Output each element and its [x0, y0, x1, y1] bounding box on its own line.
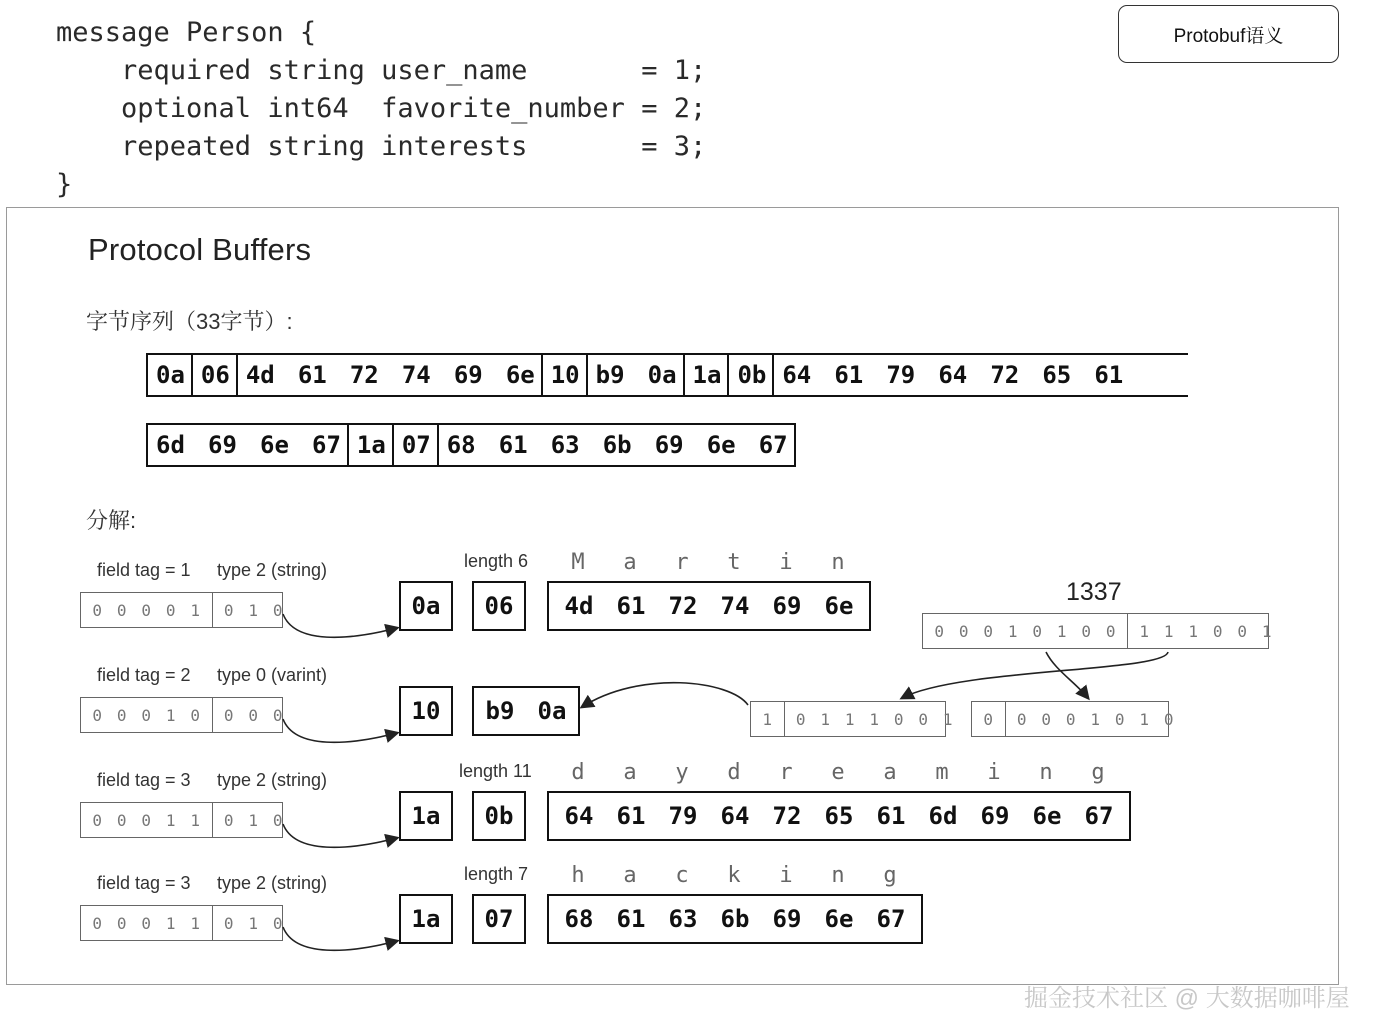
byte-value: 67	[758, 431, 788, 459]
byte-sequence-row	[146, 423, 796, 467]
decoded-char: m	[935, 760, 949, 785]
value-byte: 61	[616, 592, 646, 620]
bit-value: 0	[141, 810, 152, 830]
byte-group	[148, 425, 349, 465]
field-tag-label: field tag = 1	[97, 560, 191, 580]
wire-type-label: type 0 (varint)	[217, 665, 328, 685]
tag-byte: 0a	[411, 592, 441, 620]
bit-value: 0	[1041, 709, 1052, 729]
value-byte: 6e	[824, 905, 854, 933]
byte-value: 0a	[647, 361, 677, 389]
value-byte: 6d	[928, 802, 958, 830]
wire-type-label: type 2 (string)	[217, 873, 328, 893]
byte-value: 64	[938, 361, 968, 389]
bit-value: 0	[983, 709, 994, 729]
decoded-char: i	[779, 863, 793, 888]
byte-value: 72	[990, 361, 1020, 389]
bit-value: 1	[1090, 709, 1101, 729]
varint-value: 1337	[1066, 578, 1122, 606]
decoded-char: n	[1039, 760, 1053, 785]
length-byte-box	[472, 581, 526, 631]
byte-group	[148, 355, 193, 395]
byte-value: 0b	[737, 361, 767, 389]
decoded-char: c	[675, 863, 689, 888]
value-byte: b9	[485, 697, 515, 725]
tag-byte: 1a	[411, 905, 441, 933]
tag-byte-box	[399, 581, 453, 631]
bit-value: 0	[116, 810, 127, 830]
byte-value: 61	[1094, 361, 1124, 389]
bit-value: 0	[1105, 621, 1116, 641]
bit-value: 0	[190, 705, 201, 725]
decoded-chars	[552, 760, 1124, 785]
bit-value: 0	[983, 621, 994, 641]
length-label: length 7	[464, 864, 529, 884]
bit-group	[212, 698, 295, 732]
byte-value: 10	[550, 361, 580, 389]
bit-value: 0	[893, 709, 904, 729]
bit-value: 0	[272, 913, 283, 933]
byte-value: 6e	[505, 361, 535, 389]
value-bytes-box	[547, 581, 871, 631]
byte-group	[774, 355, 1129, 395]
value-byte: 4d	[564, 592, 594, 620]
value-byte: 64	[720, 802, 750, 830]
byte-sequence-row	[146, 353, 1188, 397]
decoded-char: t	[727, 550, 741, 575]
bit-value: 1	[1056, 621, 1067, 641]
bit-value: 0	[272, 705, 283, 725]
byte-value: 68	[446, 431, 476, 459]
bit-group	[1005, 702, 1186, 736]
byte-value: 69	[453, 361, 483, 389]
byte-value: b9	[595, 361, 625, 389]
bit-value: 0	[1016, 709, 1027, 729]
field-tag-label: field tag = 2	[97, 665, 191, 685]
decoded-char: d	[727, 760, 741, 785]
length-byte: 07	[484, 905, 514, 933]
value-bytes-box	[547, 894, 923, 944]
bit-group	[751, 702, 784, 736]
bit-value: 0	[141, 705, 152, 725]
byte-value: 6e	[260, 431, 289, 459]
bit-group	[81, 698, 212, 732]
value-byte: 72	[668, 592, 698, 620]
value-byte: 6e	[1032, 802, 1062, 830]
decoded-char: r	[779, 760, 793, 785]
byte-group	[193, 355, 238, 395]
decoded-char: r	[675, 550, 689, 575]
byte-value: 0a	[156, 361, 185, 389]
bit-group	[784, 702, 965, 736]
bit-value: 1	[190, 913, 201, 933]
byte-value: 07	[401, 431, 431, 459]
bit-value: 0	[92, 600, 103, 620]
value-byte: 63	[668, 905, 698, 933]
bit-value: 0	[223, 810, 234, 830]
bit-value: 0	[934, 621, 945, 641]
schema-line: required string user_name = 1;	[56, 55, 707, 86]
bit-value: 0	[272, 600, 283, 620]
decoded-char: M	[571, 550, 585, 575]
bit-value: 0	[223, 913, 234, 933]
byte-value: 06	[200, 361, 230, 389]
byte-value: 61	[498, 431, 528, 459]
byte-group	[729, 355, 774, 395]
bit-value: 0	[958, 621, 969, 641]
byte-group	[439, 425, 796, 465]
bit-value: 0	[116, 913, 127, 933]
field-tag-label: field tag = 3	[97, 873, 191, 893]
varint-binary-box	[922, 613, 1272, 649]
bit-group	[81, 906, 212, 940]
panel-title: Protocol Buffers	[88, 232, 312, 267]
byte-value: 63	[550, 431, 580, 459]
decoded-char: y	[675, 760, 689, 785]
decoded-char: g	[883, 863, 897, 888]
bit-value: 1	[869, 709, 880, 729]
tag-byte: 1a	[411, 802, 441, 830]
tag-bits-box	[80, 592, 283, 628]
protobuf-semantics-button[interactable]: Protobuf语义	[1118, 5, 1339, 63]
byte-value: 61	[297, 361, 327, 389]
bit-value: 1	[165, 810, 176, 830]
value-byte: 74	[720, 592, 750, 620]
value-byte: 0a	[537, 697, 567, 725]
length-byte-box	[472, 894, 526, 944]
tag-byte-box	[399, 791, 453, 841]
bit-group	[212, 593, 295, 627]
schema-code	[56, 14, 706, 204]
field-tag-label: field tag = 3	[97, 770, 191, 790]
bit-value: 0	[918, 709, 929, 729]
value-byte: 69	[772, 592, 802, 620]
bit-value: 0	[1032, 621, 1043, 641]
value-byte: 64	[564, 802, 594, 830]
byte-group	[349, 425, 394, 465]
bit-value: 0	[272, 810, 283, 830]
byte-group	[394, 425, 439, 465]
byte-value: 61	[834, 361, 864, 389]
bit-value: 0	[1237, 621, 1248, 641]
decoded-char: e	[831, 760, 845, 785]
tag-byte: 10	[411, 697, 441, 725]
bit-value: 1	[190, 810, 201, 830]
bit-value: 1	[820, 709, 831, 729]
bit-value: 0	[1081, 621, 1092, 641]
tag-bits-box	[80, 905, 283, 941]
decoded-char: i	[779, 550, 793, 575]
bit-value: 1	[1261, 621, 1272, 641]
decoded-char: k	[727, 863, 741, 888]
decoded-char: n	[831, 550, 845, 575]
byte-value: 6e	[706, 431, 736, 459]
value-byte: 61	[876, 802, 906, 830]
byte-value: 65	[1042, 361, 1072, 389]
bit-value: 0	[1163, 709, 1174, 729]
decoded-char: a	[623, 863, 637, 888]
bit-value: 0	[248, 705, 259, 725]
tag-bits-box	[80, 697, 283, 733]
varint-byte2-box	[971, 701, 1174, 737]
byte-value: 6d	[156, 431, 185, 459]
bit-value: 0	[116, 705, 127, 725]
decoded-char: i	[987, 760, 1001, 785]
tag-byte-box	[399, 686, 453, 736]
byte-value: 69	[654, 431, 684, 459]
byte-value: 69	[208, 431, 237, 459]
bit-value: 0	[223, 705, 234, 725]
byte-value: 6b	[602, 431, 632, 459]
varint-byte1-box	[750, 701, 953, 737]
bit-group	[81, 593, 212, 627]
byte-sequence-label: 字节序列（33字节）:	[86, 309, 293, 334]
length-label: length 6	[464, 551, 529, 571]
value-byte: 61	[616, 802, 646, 830]
value-byte: 67	[876, 905, 906, 933]
bit-value: 1	[190, 600, 201, 620]
byte-value: 64	[782, 361, 812, 389]
wire-type-label: type 2 (string)	[217, 560, 328, 580]
bit-value: 0	[92, 913, 103, 933]
bit-value: 0	[141, 913, 152, 933]
value-byte: 61	[616, 905, 646, 933]
byte-group	[238, 355, 543, 395]
length-label: length 11	[459, 761, 532, 781]
varint-bytes-box	[472, 686, 580, 736]
bit-value: 0	[92, 705, 103, 725]
bit-value: 1	[248, 600, 259, 620]
decoded-char: n	[831, 863, 845, 888]
watermark: 掘金技术社区 @ 大数据咖啡屋	[1024, 985, 1350, 1012]
byte-value: 1a	[692, 361, 722, 389]
byte-value: 74	[401, 361, 431, 389]
byte-group	[543, 355, 588, 395]
byte-value: 4d	[245, 361, 275, 389]
wire-type-label: type 2 (string)	[217, 770, 328, 790]
value-byte: 67	[1084, 802, 1114, 830]
value-byte: 69	[980, 802, 1010, 830]
bit-value: 1	[844, 709, 855, 729]
decoded-char: a	[623, 550, 637, 575]
bit-value: 1	[248, 810, 259, 830]
schema-line: }	[56, 169, 73, 200]
bit-value: 0	[141, 600, 152, 620]
length-byte: 06	[484, 592, 514, 620]
bit-group	[923, 614, 1127, 648]
decoded-char: h	[571, 863, 585, 888]
bit-value: 1	[165, 913, 176, 933]
value-byte: 72	[772, 802, 802, 830]
bit-value: 1	[248, 913, 259, 933]
bit-value: 0	[223, 600, 234, 620]
bit-value: 1	[762, 709, 773, 729]
byte-group	[588, 355, 685, 395]
bit-group	[212, 803, 295, 837]
byte-value: 79	[886, 361, 916, 389]
decoded-char: d	[571, 760, 585, 785]
schema-line: optional int64 favorite_number = 2;	[56, 93, 707, 124]
value-byte: 68	[564, 905, 594, 933]
bit-value: 1	[942, 709, 953, 729]
decoded-char: a	[883, 760, 897, 785]
decoded-chars	[552, 550, 864, 575]
value-bytes-box	[547, 791, 1131, 841]
bit-group	[972, 702, 1005, 736]
bit-value: 1	[1188, 621, 1199, 641]
value-byte: 69	[772, 905, 802, 933]
value-byte: 65	[824, 802, 854, 830]
byte-value: 67	[312, 431, 341, 459]
byte-value: 1a	[356, 431, 386, 459]
tag-byte-box	[399, 894, 453, 944]
byte-group	[685, 355, 730, 395]
schema-line: message Person {	[56, 17, 317, 48]
bit-value: 1	[1007, 621, 1018, 641]
decoded-char: g	[1091, 760, 1105, 785]
bit-value: 0	[92, 810, 103, 830]
byte-value: 72	[349, 361, 379, 389]
bit-group	[81, 803, 212, 837]
bit-value: 0	[1212, 621, 1223, 641]
length-byte-box	[472, 791, 526, 841]
bit-value: 0	[116, 600, 127, 620]
decomposition-label: 分解:	[86, 508, 137, 533]
tag-bits-box	[80, 802, 283, 838]
bit-value: 1	[1139, 621, 1150, 641]
bit-group	[1127, 614, 1283, 648]
length-byte: 0b	[484, 802, 514, 830]
bit-group	[212, 906, 295, 940]
decoded-chars	[552, 863, 916, 888]
bit-value: 0	[1114, 709, 1125, 729]
decoded-char: a	[623, 760, 637, 785]
bit-value: 0	[165, 600, 176, 620]
value-byte: 79	[668, 802, 698, 830]
bit-value: 0	[795, 709, 806, 729]
bit-value: 1	[1139, 709, 1150, 729]
bit-value: 0	[1065, 709, 1076, 729]
value-byte: 6b	[720, 905, 750, 933]
bit-value: 1	[1163, 621, 1174, 641]
bit-value: 1	[165, 705, 176, 725]
schema-line: repeated string interests = 3;	[56, 131, 707, 162]
value-byte: 6e	[824, 592, 854, 620]
